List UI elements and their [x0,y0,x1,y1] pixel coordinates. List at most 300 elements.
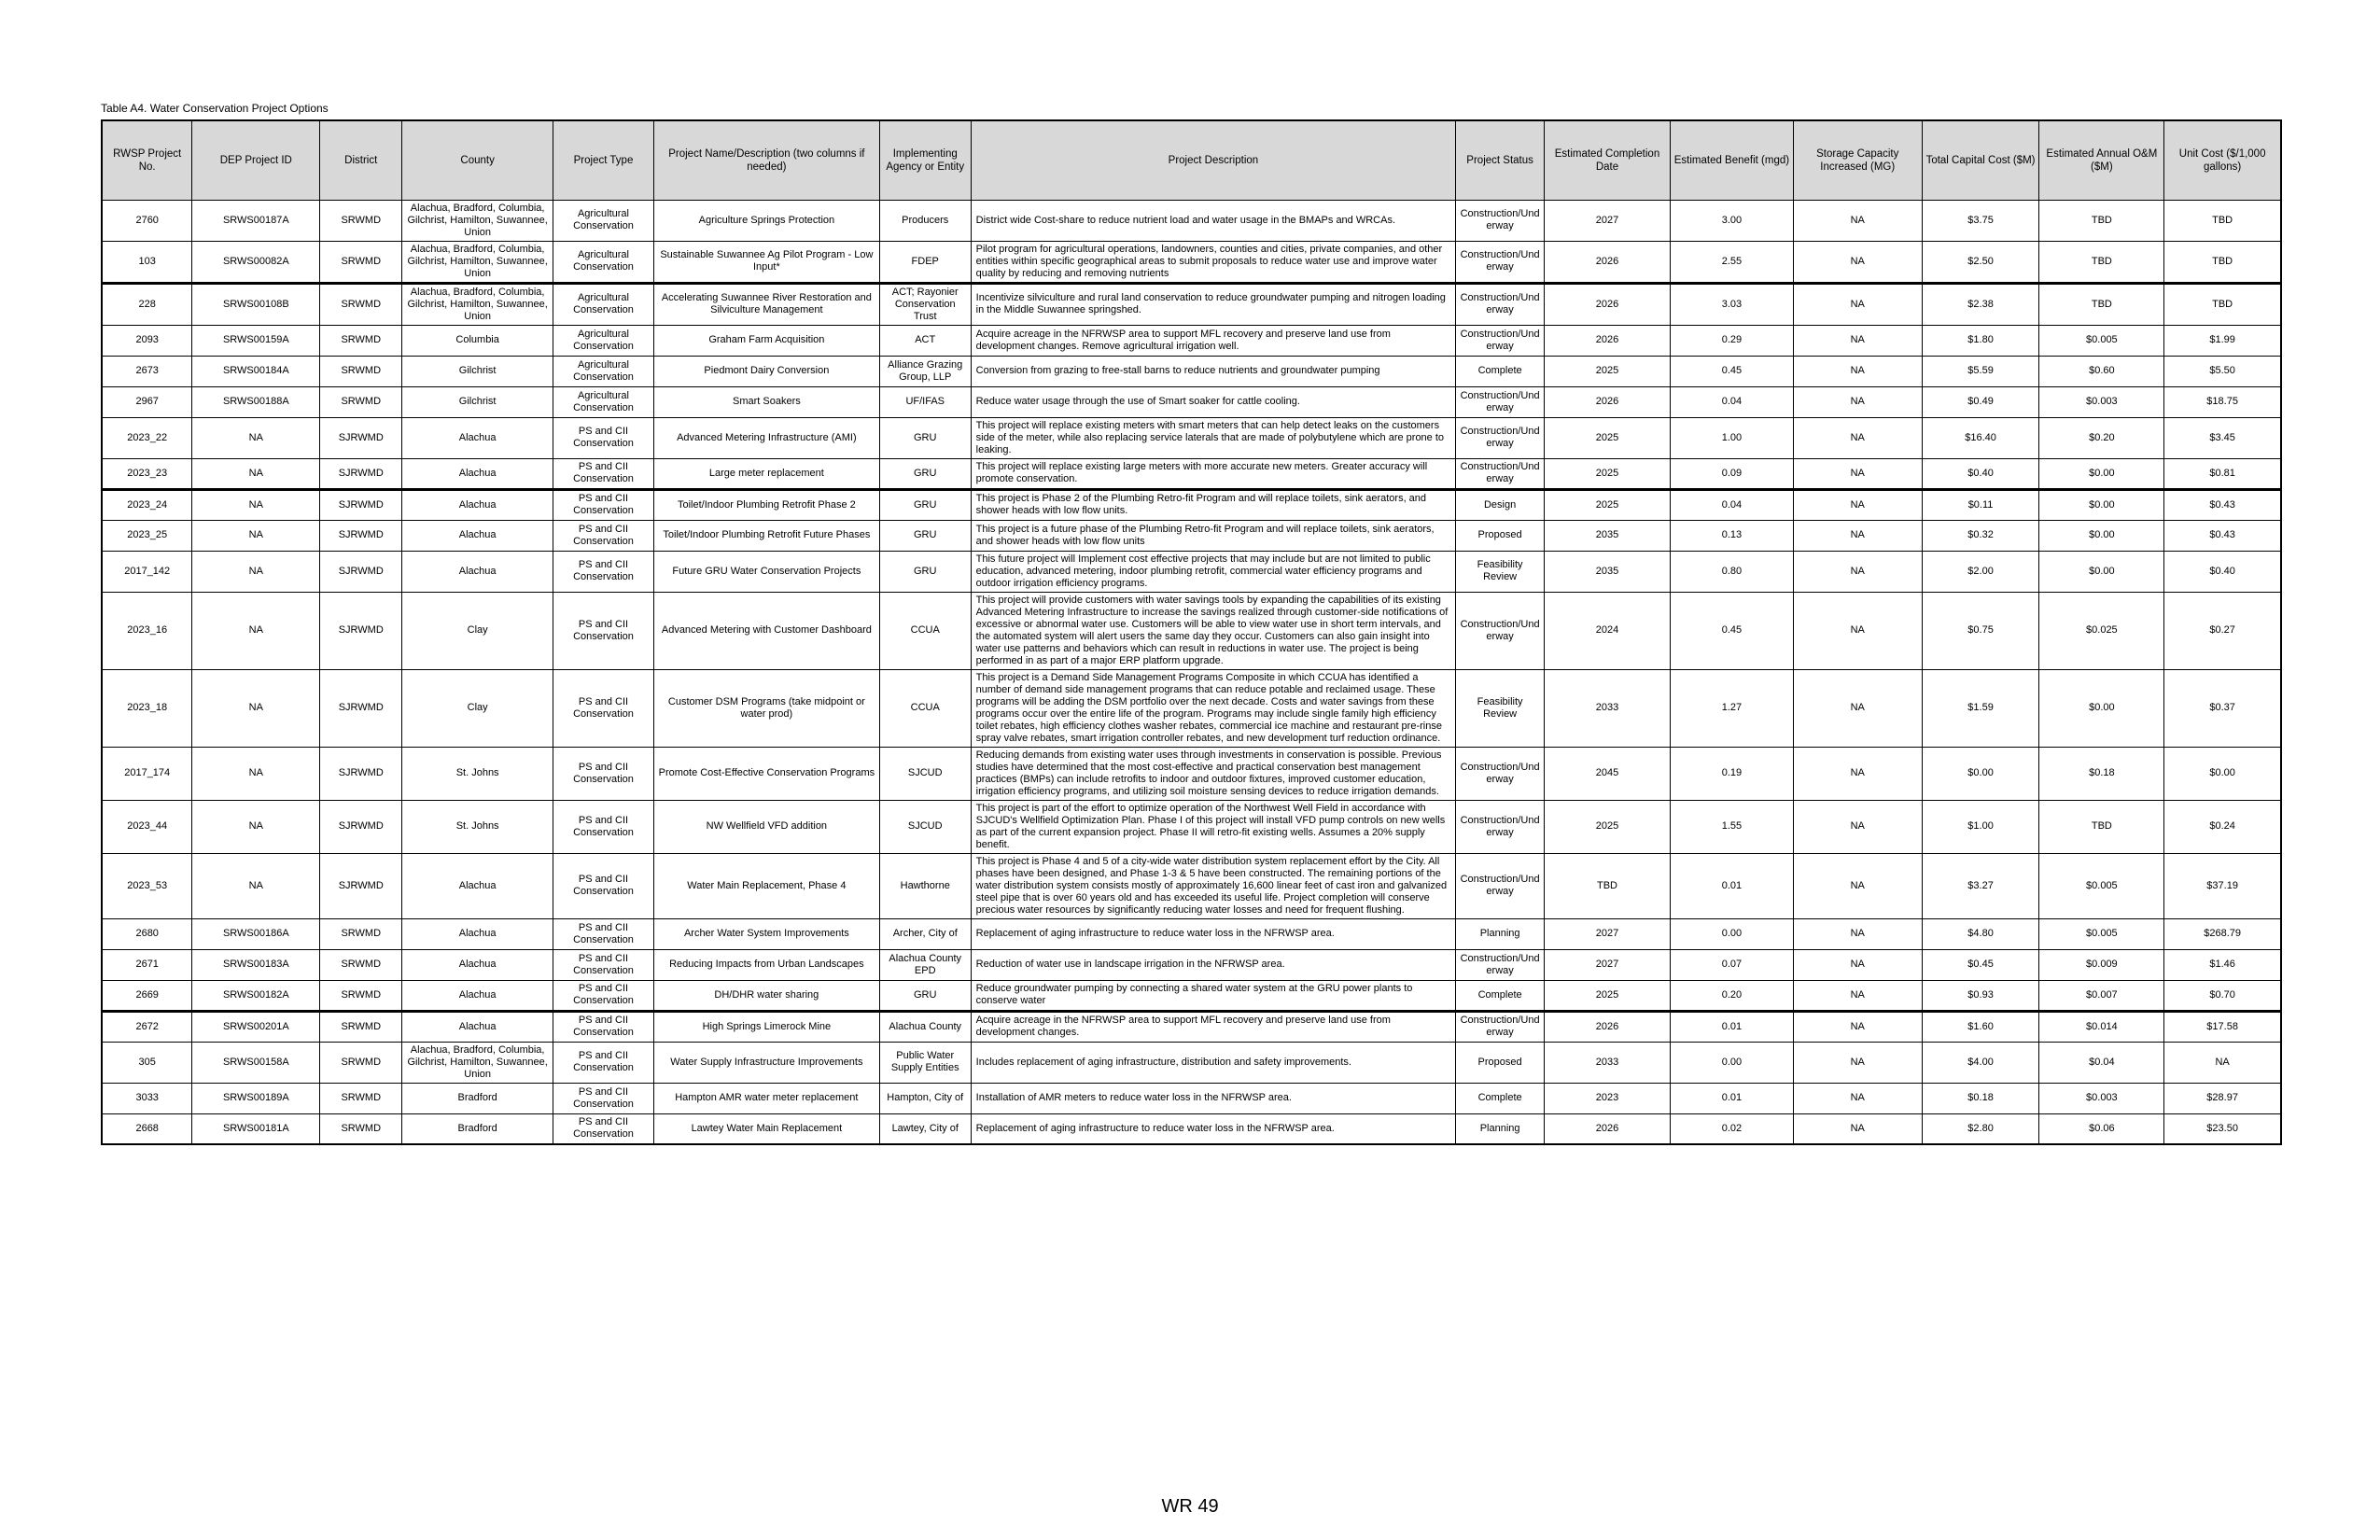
cell-name: Toilet/Indoor Plumbing Retrofit Phase 2 [653,489,879,520]
cell-benefit: 0.00 [1670,1042,1793,1083]
cell-county: Bradford [402,1113,553,1144]
cell-agency: GRU [879,489,971,520]
cell-dep_id: SRWS00184A [192,356,320,386]
cell-status: Complete [1456,980,1545,1011]
cell-status: Planning [1456,1113,1545,1144]
cell-om: TBD [2039,283,2164,325]
cell-rwsp_no: 2673 [102,356,192,386]
cell-completion: TBD [1545,853,1671,918]
cell-benefit: 0.29 [1670,325,1793,356]
cell-agency: Alliance Grazing Group, LLP [879,356,971,386]
cell-storage: NA [1793,283,1922,325]
cell-county: Alachua [402,417,553,458]
cell-unit_cost: $5.50 [2164,356,2281,386]
table-row [102,489,2281,520]
cell-benefit: 3.03 [1670,283,1793,325]
cell-status: Construction/Underway [1456,200,1545,241]
cell-dep_id: SRWS00182A [192,980,320,1011]
cell-om: $0.00 [2039,520,2164,551]
cell-name: Water Main Replacement, Phase 4 [653,853,879,918]
cell-benefit: 0.01 [1670,1083,1793,1113]
cell-storage: NA [1793,1011,1922,1042]
cell-benefit: 0.45 [1670,356,1793,386]
cell-unit_cost: NA [2164,1042,2281,1083]
cell-agency: CCUA [879,592,971,669]
cell-rwsp_no: 2672 [102,1011,192,1042]
cell-capital: $0.75 [1922,592,2039,669]
cell-status: Construction/Underway [1456,417,1545,458]
column-header-name: Project Name/Description (two columns if needed) [653,120,879,200]
cell-county: St. Johns [402,747,553,800]
cell-unit_cost: $17.58 [2164,1011,2281,1042]
cell-county: Alachua [402,551,553,592]
cell-county: Alachua [402,853,553,918]
cell-district: SRWMD [320,1042,402,1083]
cell-rwsp_no: 103 [102,241,192,283]
cell-type: PS and CII Conservation [553,551,654,592]
cell-district: SRWMD [320,1113,402,1144]
cell-om: $0.00 [2039,669,2164,747]
cell-om: TBD [2039,241,2164,283]
table-row [102,325,2281,356]
cell-name: Sustainable Suwannee Ag Pilot Program - Low Input* [653,241,879,283]
cell-agency: GRU [879,980,971,1011]
column-header-unit_cost: Unit Cost ($/1,000 gallons) [2164,120,2281,200]
cell-district: SRWMD [320,386,402,417]
cell-dep_id: SRWS00189A [192,1083,320,1113]
cell-rwsp_no: 2023_24 [102,489,192,520]
cell-agency: ACT [879,325,971,356]
cell-type: PS and CII Conservation [553,458,654,489]
column-header-county: County [402,120,553,200]
cell-county: Alachua [402,489,553,520]
cell-storage: NA [1793,800,1922,853]
cell-name: High Springs Limerock Mine [653,1011,879,1042]
cell-status: Construction/Underway [1456,386,1545,417]
cell-status: Complete [1456,356,1545,386]
cell-storage: NA [1793,356,1922,386]
cell-name: Hampton AMR water meter replacement [653,1083,879,1113]
table-row [102,458,2281,489]
cell-status: Construction/Underway [1456,949,1545,980]
cell-storage: NA [1793,325,1922,356]
cell-district: SRWMD [320,980,402,1011]
cell-capital: $0.00 [1922,747,2039,800]
cell-name: Future GRU Water Conservation Projects [653,551,879,592]
cell-agency: GRU [879,458,971,489]
column-header-benefit: Estimated Benefit (mgd) [1670,120,1793,200]
cell-storage: NA [1793,241,1922,283]
cell-storage: NA [1793,417,1922,458]
cell-om: $0.00 [2039,458,2164,489]
cell-om: $0.007 [2039,980,2164,1011]
cell-benefit: 1.00 [1670,417,1793,458]
cell-dep_id: SRWS00082A [192,241,320,283]
cell-om: $0.60 [2039,356,2164,386]
cell-name: Agriculture Springs Protection [653,200,879,241]
cell-district: SJRWMD [320,669,402,747]
cell-agency: Archer, City of [879,918,971,949]
cell-type: Agricultural Conservation [553,356,654,386]
cell-capital: $0.32 [1922,520,2039,551]
cell-rwsp_no: 2760 [102,200,192,241]
cell-agency: Hampton, City of [879,1083,971,1113]
cell-completion: 2025 [1545,417,1671,458]
cell-rwsp_no: 2669 [102,980,192,1011]
cell-type: PS and CII Conservation [553,1083,654,1113]
cell-unit_cost: $0.40 [2164,551,2281,592]
cell-completion: 2025 [1545,800,1671,853]
cell-district: SJRWMD [320,551,402,592]
cell-capital: $1.59 [1922,669,2039,747]
cell-completion: 2026 [1545,1011,1671,1042]
table-row [102,669,2281,747]
cell-benefit: 1.55 [1670,800,1793,853]
cell-benefit: 0.45 [1670,592,1793,669]
cell-county: Alachua [402,980,553,1011]
cell-dep_id: NA [192,669,320,747]
cell-completion: 2033 [1545,1042,1671,1083]
cell-county: Bradford [402,1083,553,1113]
cell-county: Alachua [402,1011,553,1042]
cell-type: PS and CII Conservation [553,1042,654,1083]
cell-type: PS and CII Conservation [553,1113,654,1144]
cell-rwsp_no: 2017_174 [102,747,192,800]
cell-om: $0.00 [2039,551,2164,592]
cell-rwsp_no: 2093 [102,325,192,356]
cell-description: Installation of AMR meters to reduce water loss in the NFRWSP area. [971,1083,1456,1113]
cell-agency: Alachua County EPD [879,949,971,980]
cell-district: SRWMD [320,918,402,949]
cell-description: Conversion from grazing to free-stall barns to reduce nutrients and groundwater pumping [971,356,1456,386]
cell-dep_id: NA [192,747,320,800]
cell-completion: 2027 [1545,949,1671,980]
cell-benefit: 0.07 [1670,949,1793,980]
cell-county: Columbia [402,325,553,356]
cell-description: Acquire acreage in the NFRWSP area to support MFL recovery and preserve land use from development changes. [971,1011,1456,1042]
column-header-storage: Storage Capacity Increased (MG) [1793,120,1922,200]
cell-completion: 2026 [1545,386,1671,417]
cell-agency: Producers [879,200,971,241]
cell-capital: $2.50 [1922,241,2039,283]
cell-capital: $3.75 [1922,200,2039,241]
cell-type: PS and CII Conservation [553,520,654,551]
cell-description: Includes replacement of aging infrastructure, distribution and safety improvements. [971,1042,1456,1083]
cell-om: $0.20 [2039,417,2164,458]
cell-unit_cost: $3.45 [2164,417,2281,458]
cell-county: Alachua, Bradford, Columbia, Gilchrist, Hamilton, Suwannee, Union [402,1042,553,1083]
cell-storage: NA [1793,386,1922,417]
cell-type: Agricultural Conservation [553,241,654,283]
cell-dep_id: SRWS00108B [192,283,320,325]
cell-unit_cost: $0.24 [2164,800,2281,853]
cell-unit_cost: $0.27 [2164,592,2281,669]
table-row [102,386,2281,417]
cell-name: Smart Soakers [653,386,879,417]
cell-storage: NA [1793,592,1922,669]
cell-rwsp_no: 2023_25 [102,520,192,551]
cell-capital: $0.49 [1922,386,2039,417]
table-row [102,800,2281,853]
cell-description: District wide Cost-share to reduce nutrient load and water usage in the BMAPs and WRCAs. [971,200,1456,241]
cell-completion: 2035 [1545,551,1671,592]
cell-benefit: 0.20 [1670,980,1793,1011]
table-row [102,283,2281,325]
cell-om: $0.003 [2039,386,2164,417]
cell-dep_id: NA [192,458,320,489]
table-row [102,918,2281,949]
cell-capital: $1.00 [1922,800,2039,853]
cell-district: SJRWMD [320,458,402,489]
cell-dep_id: NA [192,853,320,918]
cell-storage: NA [1793,669,1922,747]
table-row [102,949,2281,980]
cell-name: Toilet/Indoor Plumbing Retrofit Future Phases [653,520,879,551]
page-number: WR 49 [1161,1496,1219,1517]
cell-district: SRWMD [320,325,402,356]
cell-agency: CCUA [879,669,971,747]
table-row [102,1113,2281,1144]
cell-capital: $3.27 [1922,853,2039,918]
cell-om: $0.00 [2039,489,2164,520]
cell-completion: 2025 [1545,980,1671,1011]
cell-type: Agricultural Conservation [553,283,654,325]
cell-type: PS and CII Conservation [553,592,654,669]
cell-district: SRWMD [320,356,402,386]
cell-agency: GRU [879,551,971,592]
cell-type: Agricultural Conservation [553,386,654,417]
cell-status: Construction/Underway [1456,800,1545,853]
cell-description: Replacement of aging infrastructure to reduce water loss in the NFRWSP area. [971,1113,1456,1144]
cell-type: PS and CII Conservation [553,853,654,918]
cell-benefit: 0.80 [1670,551,1793,592]
cell-description: This project is a future phase of the Plumbing Retro-fit Program and will replace toilets, sink aerators, and shower heads with low flow units [971,520,1456,551]
cell-rwsp_no: 2023_16 [102,592,192,669]
cell-unit_cost: $0.43 [2164,520,2281,551]
cell-unit_cost: TBD [2164,241,2281,283]
cell-storage: NA [1793,747,1922,800]
cell-rwsp_no: 3033 [102,1083,192,1113]
cell-capital: $0.93 [1922,980,2039,1011]
table-row [102,1011,2281,1042]
cell-benefit: 0.13 [1670,520,1793,551]
table-row [102,980,2281,1011]
cell-om: $0.025 [2039,592,2164,669]
cell-capital: $0.18 [1922,1083,2039,1113]
cell-description: Pilot program for agricultural operations, landowners, counties and cities, private companies, and other entities within specific geographical areas to submit proposals to reduce water use and improve water quality by reducing and removing nutrients [971,241,1456,283]
cell-storage: NA [1793,1083,1922,1113]
cell-status: Proposed [1456,1042,1545,1083]
cell-type: Agricultural Conservation [553,200,654,241]
cell-completion: 2033 [1545,669,1671,747]
cell-description: This project is Phase 2 of the Plumbing Retro-fit Program and will replace toilets, sink aerators, and shower heads with low flow units. [971,489,1456,520]
cell-type: PS and CII Conservation [553,1011,654,1042]
cell-agency: SJCUD [879,800,971,853]
cell-benefit: 0.19 [1670,747,1793,800]
cell-completion: 2025 [1545,489,1671,520]
cell-agency: Alachua County [879,1011,971,1042]
cell-capital: $0.11 [1922,489,2039,520]
cell-dep_id: SRWS00158A [192,1042,320,1083]
cell-storage: NA [1793,980,1922,1011]
cell-dep_id: NA [192,592,320,669]
cell-description: Replacement of aging infrastructure to reduce water loss in the NFRWSP area. [971,918,1456,949]
cell-om: TBD [2039,200,2164,241]
cell-type: Agricultural Conservation [553,325,654,356]
cell-benefit: 0.01 [1670,1011,1793,1042]
table-row [102,551,2281,592]
cell-unit_cost: TBD [2164,200,2281,241]
cell-type: PS and CII Conservation [553,669,654,747]
table-row [102,200,2281,241]
cell-capital: $2.80 [1922,1113,2039,1144]
cell-rwsp_no: 305 [102,1042,192,1083]
cell-om: $0.18 [2039,747,2164,800]
cell-om: $0.005 [2039,325,2164,356]
cell-storage: NA [1793,853,1922,918]
cell-type: PS and CII Conservation [553,918,654,949]
cell-status: Feasibility Review [1456,551,1545,592]
cell-unit_cost: $268.79 [2164,918,2281,949]
table-row [102,356,2281,386]
cell-description: This future project will Implement cost effective projects that may include but are not limited to public education, advanced metering, indoor plumbing retrofit, commercial water efficiency programs and outdoor irrigation efficiency programs. [971,551,1456,592]
cell-capital: $1.60 [1922,1011,2039,1042]
cell-name: NW Wellfield VFD addition [653,800,879,853]
cell-description: Reduce water usage through the use of Smart soaker for cattle cooling. [971,386,1456,417]
table-row [102,1042,2281,1083]
cell-benefit: 0.04 [1670,489,1793,520]
cell-om: $0.06 [2039,1113,2164,1144]
cell-benefit: 0.02 [1670,1113,1793,1144]
cell-agency: Hawthorne [879,853,971,918]
cell-storage: NA [1793,489,1922,520]
cell-storage: NA [1793,551,1922,592]
cell-status: Design [1456,489,1545,520]
cell-capital: $2.38 [1922,283,2039,325]
cell-district: SRWMD [320,200,402,241]
header-row [102,120,2281,200]
cell-type: PS and CII Conservation [553,800,654,853]
cell-agency: Lawtey, City of [879,1113,971,1144]
cell-status: Complete [1456,1083,1545,1113]
cell-unit_cost: TBD [2164,283,2281,325]
cell-district: SJRWMD [320,592,402,669]
cell-om: $0.014 [2039,1011,2164,1042]
cell-description: This project will provide customers with water savings tools by expanding the capabilities of its existing Advanced Metering Infrastructure to increase the savings realized through customer-side notifications of excessive or abnormal water use. Customers will be able to view water use in short term intervals, and the automated system will alert users the same day they occur. Customers can also gain insight into water use patterns and behaviors which can result in reductions in water use. The project is being performed in as part of a major ERP platform upgrade. [971,592,1456,669]
table-row [102,520,2281,551]
cell-county: Alachua, Bradford, Columbia, Gilchrist, Hamilton, Suwannee, Union [402,241,553,283]
cell-status: Construction/Underway [1456,241,1545,283]
cell-dep_id: SRWS00201A [192,1011,320,1042]
cell-rwsp_no: 228 [102,283,192,325]
cell-district: SJRWMD [320,417,402,458]
cell-name: Piedmont Dairy Conversion [653,356,879,386]
cell-district: SRWMD [320,1011,402,1042]
column-header-district: District [320,120,402,200]
cell-completion: 2027 [1545,200,1671,241]
cell-agency: FDEP [879,241,971,283]
cell-dep_id: SRWS00186A [192,918,320,949]
cell-capital: $16.40 [1922,417,2039,458]
cell-dep_id: NA [192,489,320,520]
cell-benefit: 0.01 [1670,853,1793,918]
cell-county: Alachua [402,949,553,980]
water-conservation-projects-table [101,119,2282,1145]
cell-district: SRWMD [320,949,402,980]
cell-dep_id: SRWS00183A [192,949,320,980]
cell-om: $0.005 [2039,853,2164,918]
table-row [102,417,2281,458]
cell-type: PS and CII Conservation [553,489,654,520]
cell-benefit: 3.00 [1670,200,1793,241]
cell-type: PS and CII Conservation [553,980,654,1011]
cell-capital: $4.00 [1922,1042,2039,1083]
cell-status: Construction/Underway [1456,853,1545,918]
cell-status: Planning [1456,918,1545,949]
cell-completion: 2026 [1545,283,1671,325]
cell-rwsp_no: 2023_22 [102,417,192,458]
cell-name: Water Supply Infrastructure Improvements [653,1042,879,1083]
cell-completion: 2025 [1545,356,1671,386]
cell-agency: UF/IFAS [879,386,971,417]
cell-benefit: 1.27 [1670,669,1793,747]
table-row [102,747,2281,800]
column-header-rwsp_no: RWSP Project No. [102,120,192,200]
cell-name: Promote Cost-Effective Conservation Programs [653,747,879,800]
cell-type: PS and CII Conservation [553,747,654,800]
cell-name: Reducing Impacts from Urban Landscapes [653,949,879,980]
cell-status: Construction/Underway [1456,592,1545,669]
cell-dep_id: NA [192,520,320,551]
cell-completion: 2023 [1545,1083,1671,1113]
cell-capital: $5.59 [1922,356,2039,386]
cell-description: This project will replace existing large meters with more accurate new meters. Greater accuracy will promote conservation. [971,458,1456,489]
cell-county: Clay [402,592,553,669]
cell-storage: NA [1793,520,1922,551]
column-header-agency: Implementing Agency or Entity [879,120,971,200]
cell-benefit: 2.55 [1670,241,1793,283]
cell-status: Feasibility Review [1456,669,1545,747]
cell-agency: ACT; Rayonier Conservation Trust [879,283,971,325]
cell-district: SJRWMD [320,747,402,800]
cell-unit_cost: $18.75 [2164,386,2281,417]
cell-description: Reducing demands from existing water uses through investments in conservation is possible. Previous studies have determined that the most cost-effective and practical conservation best management practices (BMPs) can include retrofits to indoor and outdoor fixtures, improved customer education, irrigation efficiency programs, and utilizing soil moisture sensing devices to reduce irrigation demands. [971,747,1456,800]
cell-unit_cost: $23.50 [2164,1113,2281,1144]
cell-capital: $0.40 [1922,458,2039,489]
cell-dep_id: NA [192,417,320,458]
cell-dep_id: SRWS00187A [192,200,320,241]
table-row [102,853,2281,918]
cell-dep_id: SRWS00181A [192,1113,320,1144]
cell-om: TBD [2039,800,2164,853]
cell-description: This project is a Demand Side Management Programs Composite in which CCUA has identified a number of demand side management programs that can reduce potable and reclaimed usage. These programs will be adding the DSM portfolio over the next decade. Costs and water savings from these programs occur over the entire life of the program. Programs may include single family high efficiency toilet rebates, high efficiency clothes washer rebates, commercial ice machine and restaurant pre-rinse spray valve rebates, smart irrigation controller rebates, and new development turf reduction ordinance. [971,669,1456,747]
cell-rwsp_no: 2023_44 [102,800,192,853]
cell-description: Acquire acreage in the NFRWSP area to support MFL recovery and preserve land use from development changes. Remove agricultural irrigation well. [971,325,1456,356]
cell-benefit: 0.00 [1670,918,1793,949]
cell-name: Customer DSM Programs (take midpoint or water prod) [653,669,879,747]
cell-name: Archer Water System Improvements [653,918,879,949]
cell-type: PS and CII Conservation [553,949,654,980]
cell-district: SJRWMD [320,853,402,918]
cell-storage: NA [1793,1042,1922,1083]
column-header-type: Project Type [553,120,654,200]
cell-storage: NA [1793,200,1922,241]
cell-completion: 2026 [1545,1113,1671,1144]
cell-district: SRWMD [320,241,402,283]
cell-county: Alachua [402,520,553,551]
cell-dep_id: SRWS00159A [192,325,320,356]
cell-om: $0.003 [2039,1083,2164,1113]
